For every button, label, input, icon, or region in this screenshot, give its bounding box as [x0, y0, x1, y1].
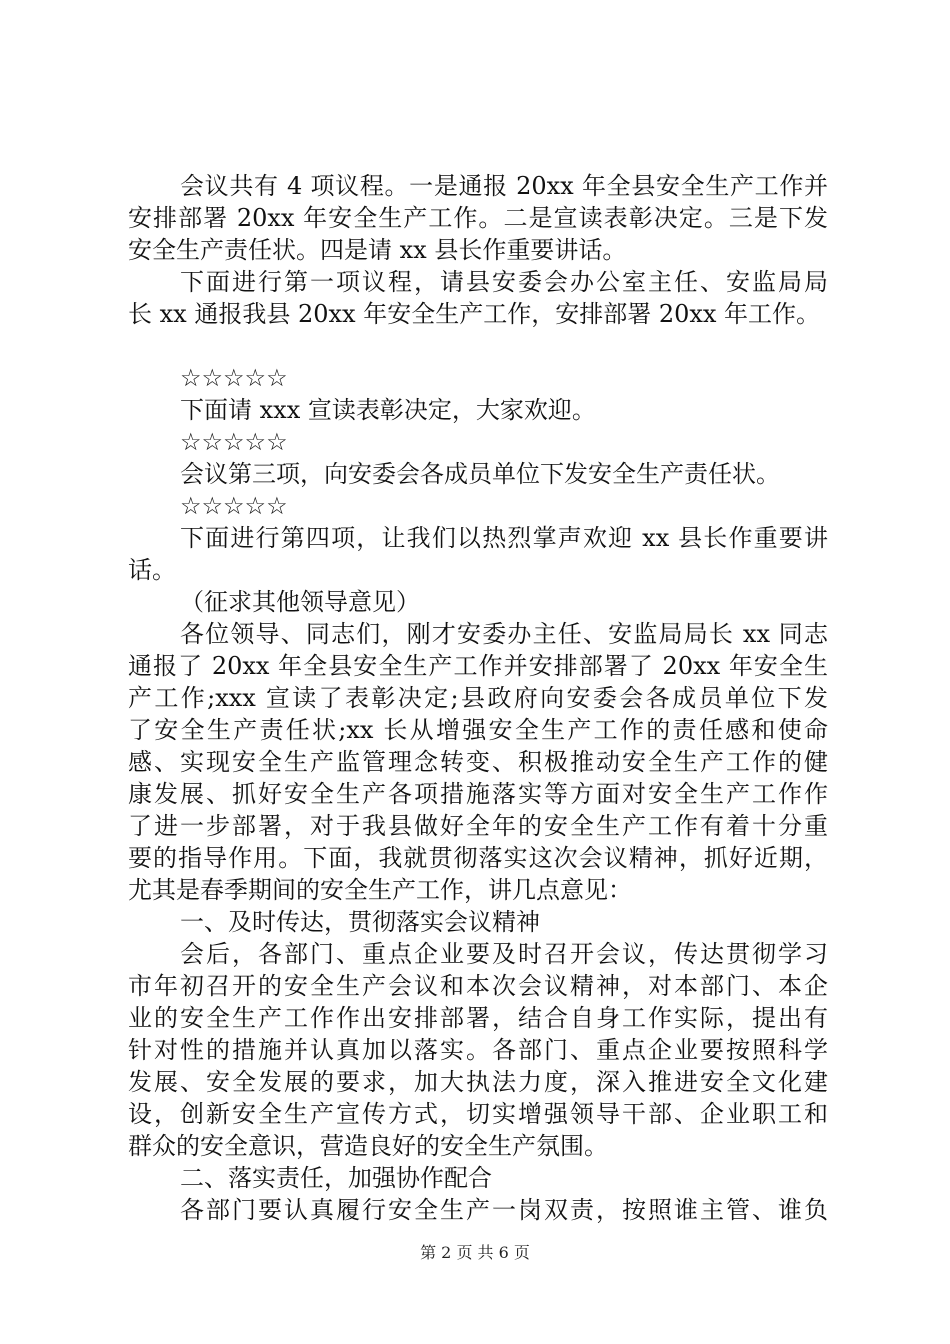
paragraph-note: （征求其他领导意见） [180, 588, 420, 616]
paragraph-first-item-line: 长 xx 通报我县 20xx 年安全生产工作，安排部署 20xx 年工作。 [128, 300, 821, 328]
page-number-footer: 第 2 页 共 6 页 [420, 1243, 530, 1262]
paragraph-fourth-item-line: 话。 [128, 556, 176, 584]
section-heading-1: 一、及时传达，贯彻落实会议精神 [180, 908, 540, 936]
paragraph-summary-line: 各位领导、同志们，刚才安委办主任、安监局局长 xx 同志 [180, 620, 828, 648]
paragraph-summary-line: 感、实现安全生产监管理念转变、积极推动安全生产工作的健 [128, 748, 828, 776]
star-separator: ☆☆☆☆☆ [180, 428, 288, 456]
paragraph-agenda-line: 安排部署 20xx 年安全生产工作。二是宣读表彰决定。三是下发 [128, 204, 828, 232]
paragraph-summary-line: 要的指导作用。下面，我就贯彻落实这次会议精神，抓好近期， [128, 844, 828, 872]
star-separator: ☆☆☆☆☆ [180, 492, 288, 520]
paragraph-third-item: 会议第三项，向安委会各成员单位下发安全生产责任状。 [180, 460, 780, 488]
document-body [128, 170, 828, 1226]
paragraph-agenda-line: 安全生产责任状。四是请 xx 县长作重要讲话。 [128, 236, 627, 264]
paragraph-section-2-line: 各部门要认真履行安全生产一岗双责，按照谁主管、谁负 [180, 1196, 828, 1224]
paragraph-section-1-line: 市年初召开的安全生产会议和本次会议精神，对本部门、本企 [128, 972, 828, 1000]
paragraph-second-item: 下面请 xxx 宣读表彰决定，大家欢迎。 [180, 396, 596, 424]
paragraph-section-1-line: 会后，各部门、重点企业要及时召开会议，传达贯彻学习 [180, 940, 828, 968]
paragraph-fourth-item-line: 下面进行第四项，让我们以热烈掌声欢迎 xx 县长作重要讲 [180, 524, 828, 552]
blank-line [128, 330, 828, 362]
paragraph-section-1-line: 发展、安全发展的要求，加大执法力度，深入推进安全文化建 [128, 1068, 828, 1096]
paragraph-summary-line: 了进一步部署，对于我县做好全年的安全生产工作有着十分重 [128, 812, 828, 840]
paragraph-summary-line: 尤其是春季期间的安全生产工作，讲几点意见： [128, 876, 632, 904]
paragraph-summary-line: 产工作;xxx 宣读了表彰决定;县政府向安委会各成员单位下发 [128, 684, 828, 712]
paragraph-summary-line: 了安全生产责任状;xx 长从增强安全生产工作的责任感和使命 [128, 716, 828, 744]
paragraph-section-1-line: 针对性的措施并认真加以落实。各部门、重点企业要按照科学 [128, 1036, 828, 1064]
star-separator: ☆☆☆☆☆ [180, 364, 288, 392]
paragraph-summary-line: 通报了 20xx 年全县安全生产工作并安排部署了 20xx 年安全生 [128, 652, 828, 680]
paragraph-section-1-line: 业的安全生产工作作出安排部署，结合自身工作实际，提出有 [128, 1004, 828, 1032]
section-heading-2: 二、落实责任，加强协作配合 [180, 1164, 492, 1192]
paragraph-section-1-line: 群众的安全意识，营造良好的安全生产氛围。 [128, 1132, 608, 1160]
paragraph-first-item-line: 下面进行第一项议程，请县安委会办公室主任、安监局局 [180, 268, 828, 296]
paragraph-agenda-line: 会议共有 4 项议程。一是通报 20xx 年全县安全生产工作并 [180, 172, 828, 200]
paragraph-summary-line: 康发展、抓好安全生产各项措施落实等方面对安全生产工作作 [128, 780, 828, 808]
paragraph-section-1-line: 设，创新安全生产宣传方式，切实增强领导干部、企业职工和 [128, 1100, 828, 1128]
